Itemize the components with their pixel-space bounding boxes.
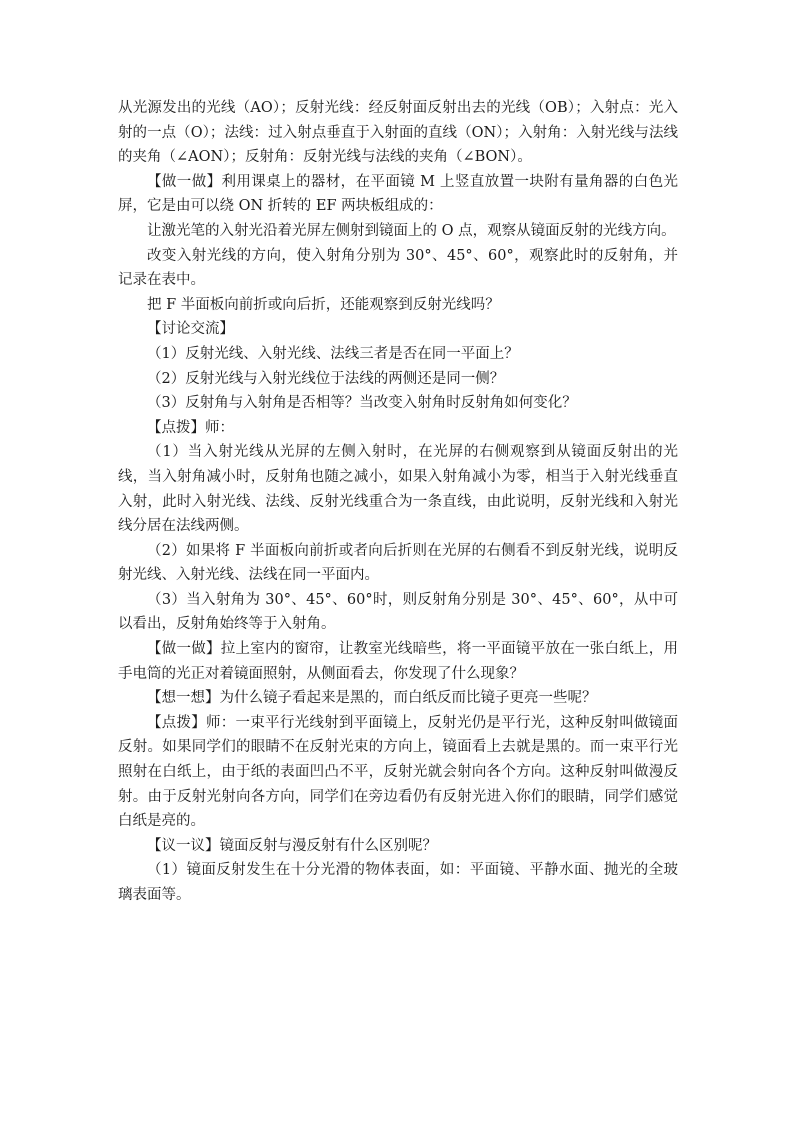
discussion-question-1: （1）反射光线、入射光线、法线三者是否在同一平面上？ [147,345,519,362]
paragraph-fold-question: 把 F 半面板向前折或向后折，还能观察到反射光线吗？ [147,296,500,313]
paragraph-mirror-activity: 【做一做】拉上室内的窗帘，让教室光线暗些，将一平面镜平放在一张白纸上，用手电筒的光正对着镜面照射，从侧面看去，你发现了什么现象？ [118,641,678,682]
paragraph-terms-definition: 从光源发出的光线（AO）；反射光线：经反射面反射出去的光线（OB）；入射点：光入射的一点（O）；法线：过入射点垂直于入射面的直线（ON）；入射角：入射光线与法线的夹角（∠AON）；反射角：反射光线与法线的夹角（∠BON）。 [118,100,678,166]
paragraph-activity-setup: 【做一做】利用课桌上的器材，在平面镜 M 上竖直放置一块附有量角器的白色光屏，它是由可以绕 ON 折转的 EF 两块板组成的： [118,173,678,215]
teacher-tip-point-2: （2）如果将 F 半面板向前折或者向后折则在光屏的右侧看不到反射光线，说明反射光线、入射光线、法线在同一平面内。 [118,542,678,584]
heading-teacher-tip: 【点拨】师： [147,419,234,436]
paragraph-specular-reflection: （1）镜面反射发生在十分光滑的物体表面，如：平面镜、平静水面、抛光的全玻璃表面等。 [118,862,678,903]
heading-discussion: 【讨论交流】 [147,321,234,338]
discussion-question-3: （3）反射角与入射角是否相等？当改变入射角时反射角如何变化？ [147,395,577,412]
paragraph-laser-instruction: 让激光笔的入射光沿着光屏左侧射到镜面上的 O 点，观察从镜面反射的光线方向。 [147,222,676,239]
lesson-text [118,96,678,908]
teacher-tip-point-3: （3）当入射角为 30°、45°、60°时，则反射角分别是 30°、45°、60°，从中可以看出，反射角始终等于入射角。 [118,591,678,633]
paragraph-change-angle: 改变入射光线的方向，使入射角分别为 30°、45°、60°，观察此时的反射角，并记录在表中。 [118,247,678,289]
paragraph-think-question: 【想一想】为什么镜子看起来是黑的，而白纸反而比镜子更亮一些呢？ [147,690,597,707]
teacher-tip-point-1: （1）当入射光线从光屏的左侧入射时，在光屏的右侧观察到从镜面反射出的光线，当入射角减小时，反射角也随之减小，如果入射角减小为零，相当于入射光线垂直入射，此时入射光线、法线、反射光线重合为一条直线，由此说明，反射光线和入射光线分居在法线两侧。 [118,444,678,535]
discussion-question-2: （2）反射光线与入射光线位于法线的两侧还是同一侧？ [147,370,505,387]
paragraph-reflection-explanation: 【点拨】师：一束平行光线射到平面镜上，反射光仍是平行光，这种反射叫做镜面反射。如果同学们的眼睛不在反射光束的方向上，镜面看上去就是黑的。而一束平行光照射在白纸上，由于纸的表面凹凸不平，反射光就会射向各个方向。这种反射叫做漫反射。由于反射光射向各方向，同学们在旁边看仍有反射光进入你们的眼睛，同学们感觉白纸是亮的。 [118,714,678,830]
paragraph-discuss-difference: 【议一议】镜面反射与漫反射有什么区别呢？ [147,837,437,854]
